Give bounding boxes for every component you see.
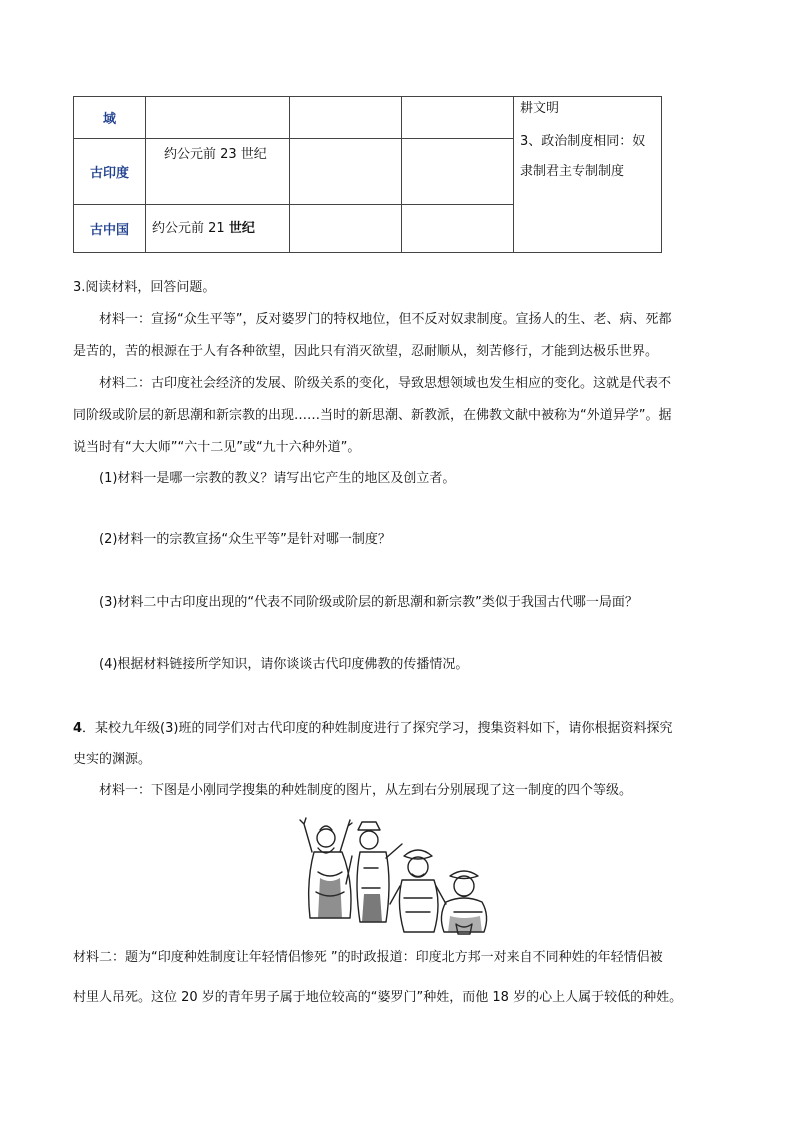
row-label-text: 域: [102, 112, 116, 127]
side-line-3: 隶制君主专制制度: [520, 164, 625, 179]
q4-number: 4: [73, 721, 83, 736]
china-date-unit: 世纪: [228, 221, 255, 236]
row-label-india: [74, 139, 146, 205]
row-label-text: 古中国: [89, 223, 129, 238]
table-cell: [402, 139, 514, 205]
civilization-table: [73, 96, 662, 253]
side-line-1: 耕文明: [520, 101, 560, 116]
q4-material1: 材料一：下图是小刚同学搜集的种姓制度的图片，从左到右分别展现了这一制度的四个等级。: [99, 783, 633, 798]
similarity-cell: [514, 97, 662, 253]
q4-title-text: ．某校九年级(3)班的同学们对古代印度的种姓制度进行了探究学习，搜集资料如下，请你根据资料探究: [82, 721, 673, 736]
china-date: 约公元前 21: [152, 221, 229, 236]
q3-sub3: (3)材料二中古印度出现的“代表不同阶级或阶层的新思潮和新宗教”类似于我国古代哪一局面？: [99, 595, 638, 610]
q3-material2-line3: 说当时有“大大师”“六十二见”或“九十六种外道”。: [73, 440, 361, 455]
q4-title-line2: 史实的渊源。: [73, 752, 152, 767]
q4-material2-line1: 材料二：题为“印度种姓制度让年轻情侣惨死 ”的时政报道：印度北方邦一对来自不同种姓的年轻情侣被: [73, 950, 663, 965]
table-cell: [402, 97, 514, 139]
caste-figures-illustration: [290, 812, 502, 940]
q3-sub1: (1)材料一是哪一宗教的教义？请写出它产生的地区及创立者。: [99, 471, 456, 486]
q4-title-line1: [73, 716, 721, 742]
row-label-china: [74, 205, 146, 253]
side-line-2: 3、政治制度相同：奴: [520, 134, 646, 149]
india-date: 约公元前 23 世纪: [164, 147, 267, 162]
q3-title: 3.阅读材料，回答问题。: [73, 280, 216, 295]
row-label-region: [74, 97, 146, 139]
q3-material1-line2: 是苦的，苦的根源在于人有各种欲望，因此只有消灭欲望，忍耐顺从，刻苦修行，才能到达极乐世界。: [73, 344, 659, 359]
india-date-cell: [146, 139, 290, 205]
table-cell: [290, 97, 402, 139]
table-cell: [146, 97, 290, 139]
q3-material2-line1: 材料二：古印度社会经济的发展、阶级关系的变化，导致思想领域也发生相应的变化。这就是代表不: [99, 376, 672, 391]
q3-material2-line2: 同阶级或阶层的新思潮和新宗教的出现……当时的新思潮、新教派，在佛教文献中被称为“外道异学”。据: [73, 408, 672, 423]
china-date-cell: [146, 205, 290, 253]
table-cell: [290, 205, 402, 253]
q3-sub4: (4)根据材料链接所学知识，请你谈谈古代印度佛教的传播情况。: [99, 657, 469, 672]
q3-sub2: (2)材料一的宗教宣扬“众生平等”是针对哪一制度？: [99, 532, 391, 547]
table-cell: [402, 205, 514, 253]
q4-material2-line2: 村里人吊死。这位 20 岁的青年男子属于地位较高的“婆罗门”种姓，而他 18 岁的心上人属于较低的种姓。: [73, 990, 683, 1005]
q3-material1-line1: 材料一：宣扬“众生平等”，反对婆罗门的特权地位，但不反对奴隶制度。宣扬人的生、老、病、死都: [99, 312, 672, 327]
table-cell: [290, 139, 402, 205]
row-label-text: 古印度: [89, 166, 129, 181]
